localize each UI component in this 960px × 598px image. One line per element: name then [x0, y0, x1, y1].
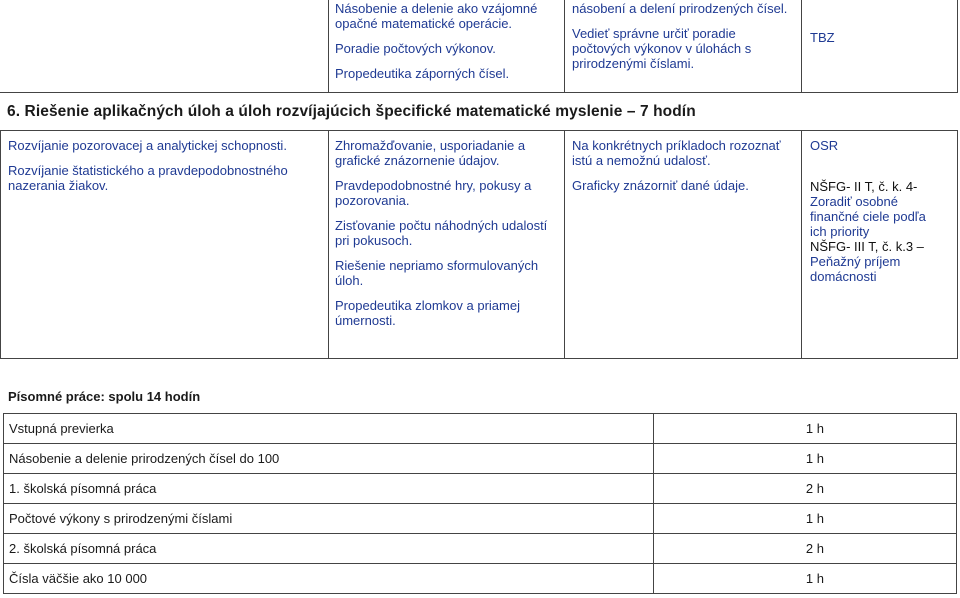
section-col2-cell	[335, 138, 557, 328]
hours-row-name: 1. školská písomná práca	[4, 474, 654, 504]
section-heading: 6. Riešenie aplikačných úloh a úloh rozvíjajúcich špecifické matematické myslenie – 7 hodín	[7, 103, 696, 120]
nsfg-line-1: NŠFG- II T, č. k. 4-	[810, 179, 918, 194]
top-col2-text-1: Násobenie a delenie ako vzájomné opačné matematické operácie.	[335, 1, 538, 31]
nsfg-line-4: Peňažný príjem domácnosti	[810, 254, 901, 284]
hours-row-name: Násobenie a delenie prirodzených čísel do 100	[4, 444, 654, 474]
section-col1-text-1: Rozvíjanie pozorovacej a analytickej schopnosti.	[8, 138, 287, 153]
hours-row	[4, 534, 957, 564]
hours-table	[3, 413, 957, 594]
hours-row	[4, 474, 957, 504]
top-col2-text-3: Propedeutika záporných čísel.	[335, 66, 510, 81]
hours-row-name: Počtové výkony s prirodzenými číslami	[4, 504, 654, 534]
hours-row	[4, 564, 957, 594]
hours-row-name: Čísla väčšie ako 10 000	[4, 564, 654, 594]
top-col3-cell	[572, 1, 792, 71]
hours-row	[4, 414, 957, 444]
section-col1-text-2: Rozvíjanie štatistického a pravdepodobnostného nazerania žiakov.	[8, 163, 288, 193]
section-col2-text-5: Propedeutika zlomkov a priamej úmernosti.	[335, 298, 520, 328]
section-col1-cell	[8, 138, 308, 193]
section-col2-text-2: Pravdepodobnostné hry, pokusy a pozorovania.	[335, 178, 532, 208]
hours-row-hours: 1 h	[654, 414, 957, 444]
section-col3-text-2: Graficky znázorniť dané údaje.	[572, 178, 749, 193]
hours-row-hours: 2 h	[654, 474, 957, 504]
top-col2-cell	[335, 1, 557, 81]
hours-row-hours: 1 h	[654, 564, 957, 594]
hours-row-name: 2. školská písomná práca	[4, 534, 654, 564]
top-col3-text-1: násobení a delení prirodzených čísel.	[572, 1, 788, 16]
hours-row-hours: 2 h	[654, 534, 957, 564]
top-col4-code: TBZ	[810, 30, 835, 45]
hours-row-hours: 1 h	[654, 444, 957, 474]
hours-row-name: Vstupná previerka	[4, 414, 654, 444]
hours-row	[4, 504, 957, 534]
hours-row	[4, 444, 957, 474]
osr-label: OSR	[810, 138, 839, 153]
section-col3-text-1: Na konkrétnych príkladoch rozoznať istú a nemožnú udalosť.	[572, 138, 781, 168]
section-col2-text-3: Zisťovanie počtu náhodných udalostí pri pokusoch.	[335, 218, 548, 248]
nsfg-line-2: Zoradiť osobné finančné ciele podľa ich priority	[810, 194, 926, 239]
hours-title: Písomné práce: spolu 14 hodín	[8, 389, 201, 404]
top-col3-text-2: Vedieť správne určiť poradie počtových výkonov v úlohách s prirodzenými číslami.	[572, 26, 752, 71]
hours-row-hours: 1 h	[654, 504, 957, 534]
section-col2-text-4: Riešenie nepriamo sformulovaných úloh.	[335, 258, 539, 288]
section-col3-cell	[572, 138, 794, 193]
section-col4-cell	[810, 138, 940, 284]
nsfg-line-3: NŠFG- III T, č. k.3 –	[810, 239, 924, 254]
top-col2-text-2: Poradie počtových výkonov.	[335, 41, 496, 56]
section-col2-text-1: Zhromažďovanie, usporiadanie a grafické znázornenie údajov.	[335, 138, 526, 168]
